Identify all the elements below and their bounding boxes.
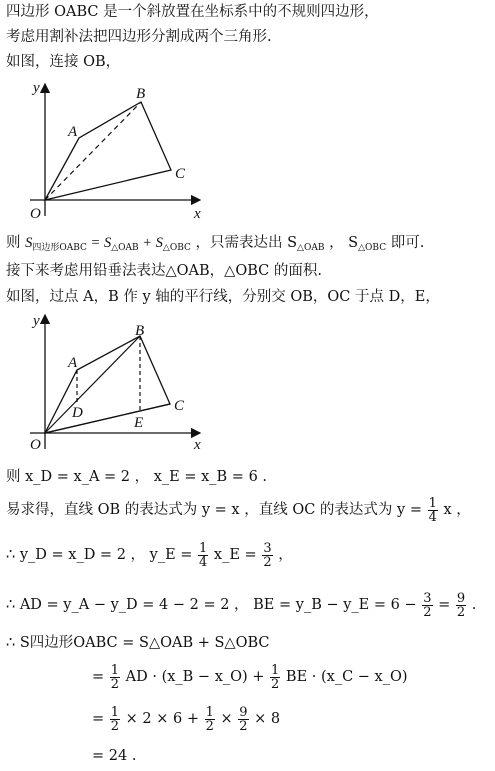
step-9-substitution: = $\frac{1}{2}$ × 2 × 6 + $\frac{1}{2}$ × $\frac{9}{2}$ × 8 — [92, 704, 281, 734]
step-2-line-2: 如图，过点 A，B 作 y 轴的平行线，分别交 OB，OC 于点 D，E， — [6, 289, 440, 305]
step-1-area-split: 则 $S_{四边形OABC} = S_{\triangle OAB} + S_{\triangle OBC}$ ，只需表达出 $S_{\triangle OAB}$ ， $S_{\triangle OBC}$ 即可. — [6, 235, 425, 253]
step-7-area-sum: ∴ S四边形OABC = S△OAB + S△OBC — [6, 635, 270, 651]
fraction: $\frac{3}{2}$ — [263, 540, 272, 570]
intro-line-3: 如图，连接 OB， — [6, 54, 121, 70]
intro-line-2: 考虑用割补法把四边形分割成两个三角形. — [6, 29, 272, 45]
label-d: D — [72, 405, 83, 421]
label-e: E — [134, 415, 144, 431]
label-b: B — [135, 323, 145, 339]
step-2-line-1: 接下来考虑用铅垂法表达△OAB，△OBC 的面积. — [6, 263, 322, 279]
label-x: x — [194, 206, 201, 222]
figure-1-quadrilateral — [0, 76, 220, 226]
diagonal-ob — [45, 336, 140, 433]
figure-2-vertical-lines — [0, 309, 220, 457]
fraction: $\frac{1}{2}$ — [110, 704, 120, 734]
step-8-area-formula: = $\frac{1}{2}$ AD · (x_B − x_O) + $\frac{1}{2}$ BE · (x_C − x_O) — [92, 662, 408, 692]
label-y: y — [33, 313, 40, 329]
intro-line-1: 四边形 OABC 是一个斜放置在坐标系中的不规则四边形， — [6, 4, 379, 20]
fraction: $\frac{1}{2}$ — [110, 662, 120, 692]
fraction: $\frac{1}{2}$ — [205, 704, 214, 734]
label-b: B — [136, 86, 146, 102]
fraction: $\frac{1}{4}$ — [199, 540, 208, 570]
fraction: $\frac{1}{2}$ — [271, 662, 280, 692]
step-4-line-equations: 易求得，直线 OB 的表达式为 y = x ，直线 OC 的表达式为 y = $\frac{1}{4}$ x ， — [6, 495, 471, 525]
step-6-segment-lengths: ∴ AD = y_A − y_D = 4 − 2 = 2 ， BE = y_B − y_E = 6 − $\frac{3}{2}$ = $\frac{9}{2}$ . — [6, 590, 477, 620]
fraction: $\frac{1}{4}$ — [428, 495, 437, 525]
label-x: x — [194, 437, 201, 453]
fraction: $\frac{3}{2}$ — [423, 590, 432, 620]
label-a: A — [68, 355, 78, 371]
quadrilateral-oabc — [45, 102, 171, 200]
diagonal-ob — [45, 102, 141, 200]
step-10-result: = 24 . — [92, 748, 137, 764]
segment-oc — [45, 404, 170, 433]
fraction: $\frac{9}{2}$ — [239, 704, 248, 734]
label-o: O — [30, 206, 41, 222]
step-5-y-values: ∴ y_D = x_D = 2 ， y_E = $\frac{1}{4}$ x_E = $\frac{3}{2}$ ， — [6, 540, 293, 570]
label-y: y — [33, 80, 40, 96]
step-3-x-coordinates: 则 x_D = x_A = 2 ， x_E = x_B = 6 . — [6, 469, 268, 485]
label-o: O — [30, 437, 41, 453]
label-a: A — [68, 124, 78, 140]
label-c: C — [174, 398, 185, 414]
label-c: C — [175, 166, 186, 182]
fraction: $\frac{9}{2}$ — [456, 590, 466, 620]
